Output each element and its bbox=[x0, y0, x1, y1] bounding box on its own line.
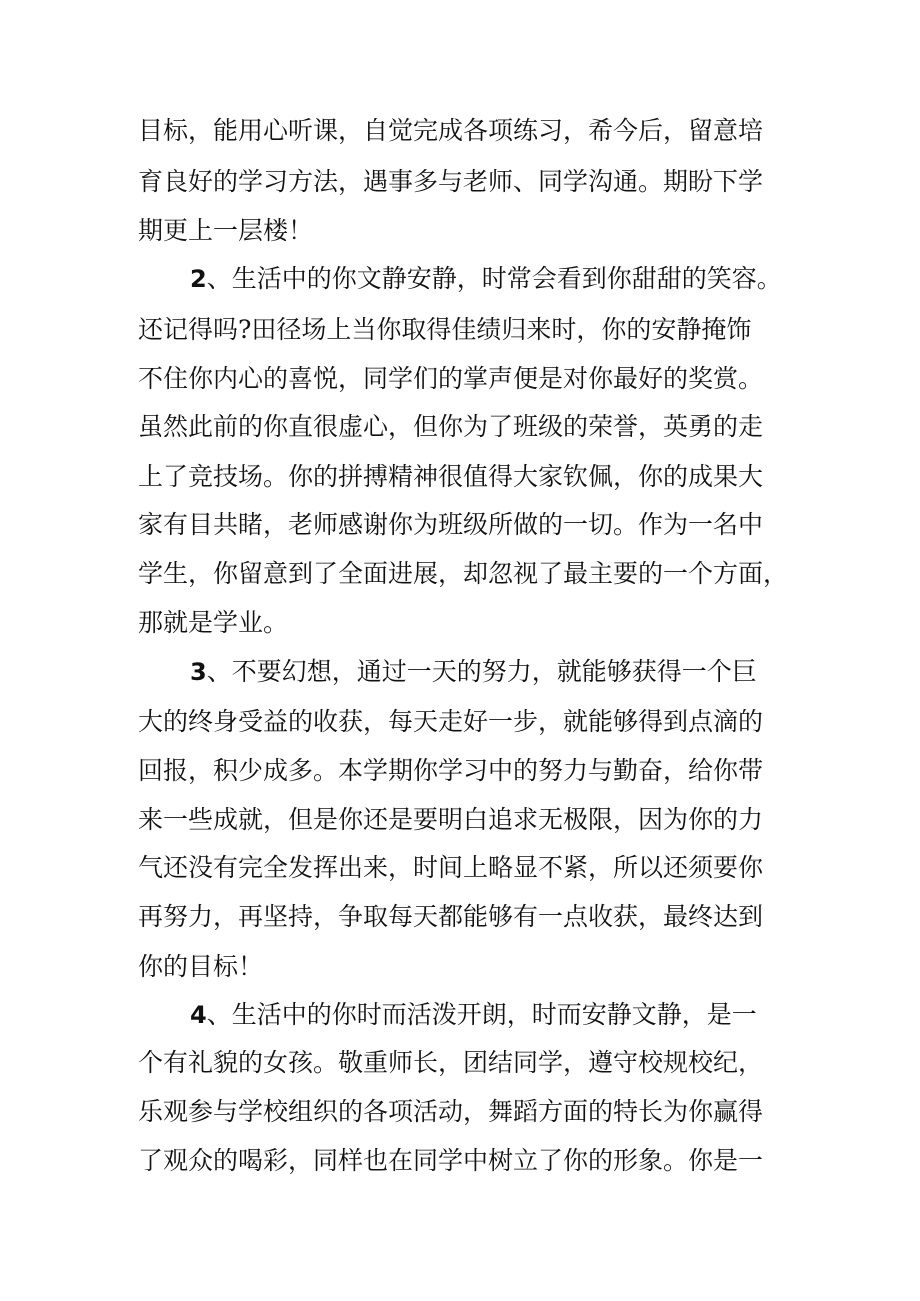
paragraph-4-line-1 bbox=[190, 998, 788, 1032]
paragraph-2-line-6: 家有目共睹，老师感谢你为班级所做的一切。作为一名中 bbox=[138, 510, 764, 539]
paragraph-2-line-4: 虽然此前的你直很虚心，但你为了班级的荣誉，英勇的走 bbox=[138, 412, 764, 441]
paragraph-2-line-2: 还记得吗?田径场上当你取得佳绩归来时，你的安静掩饰 bbox=[138, 315, 752, 344]
paragraph-2-line-1 bbox=[190, 262, 788, 296]
paragraph-4-line-2: 个有礼貌的女孩。敬重师长，团结同学，遵守校规校纪， bbox=[138, 1048, 764, 1077]
paragraph-2-line-3: 不住你内心的喜悦，同学们的掌声便是对你最好的奖赏。 bbox=[138, 364, 764, 393]
paragraph-3-line-7: 你的目标！ bbox=[138, 952, 264, 981]
paragraph-2-number: 2 bbox=[190, 265, 207, 293]
paragraph-4-line-4: 了观众的喝彩，同样也在同学中树立了你的形象。你是一 bbox=[138, 1146, 764, 1175]
paragraph-2-line-1-text: 、生活中的你文静安静，时常会看到你甜甜的笑容。 bbox=[206, 264, 782, 293]
paragraph-1-line-2: 育良好的学习方法，遇事多与老师、同学沟通。期盼下学 bbox=[138, 167, 764, 196]
paragraph-3-line-5: 气还没有完全发挥出来，时间上略显不紧，所以还须要你 bbox=[138, 853, 764, 882]
paragraph-3-line-3: 回报，积少成多。本学期你学习中的努力与勤奋，给你带 bbox=[138, 756, 764, 785]
paragraph-2-line-8: 那就是学业。 bbox=[138, 608, 289, 637]
paragraph-3-line-6: 再努力，再坚持，争取每天都能够有一点收获，最终达到 bbox=[138, 902, 764, 931]
paragraph-3-line-1 bbox=[190, 655, 788, 689]
paragraph-3-line-2: 大的终身受益的收获，每天走好一步，就能够得到点滴的 bbox=[138, 707, 764, 736]
paragraph-1-line-3: 期更上一层楼！ bbox=[138, 216, 314, 245]
paragraph-2-line-7: 学生，你留意到了全面进展，却忽视了最主要的一个方面， bbox=[138, 559, 789, 588]
paragraph-4-line-1-text: 、生活中的你时而活泼开朗，时而安静文静，是一 bbox=[206, 1000, 757, 1029]
paragraph-4-line-3: 乐观参与学校组织的各项活动，舞蹈方面的特长为你赢得 bbox=[138, 1097, 764, 1126]
paragraph-3-line-4: 来一些成就，但是你还是要明白追求无极限，因为你的力 bbox=[138, 805, 764, 834]
paragraph-4-number: 4 bbox=[190, 1001, 207, 1029]
paragraph-1-line-1: 目标，能用心听课，自觉完成各项练习，希今后，留意培 bbox=[138, 116, 764, 145]
paragraph-3-number: 3 bbox=[190, 658, 207, 686]
paragraph-3-line-1-text: 、不要幻想，通过一天的努力，就能够获得一个巨 bbox=[206, 657, 757, 686]
paragraph-2-line-5: 上了竞技场。你的拼搏精神很值得大家钦佩，你的成果大 bbox=[138, 462, 764, 491]
